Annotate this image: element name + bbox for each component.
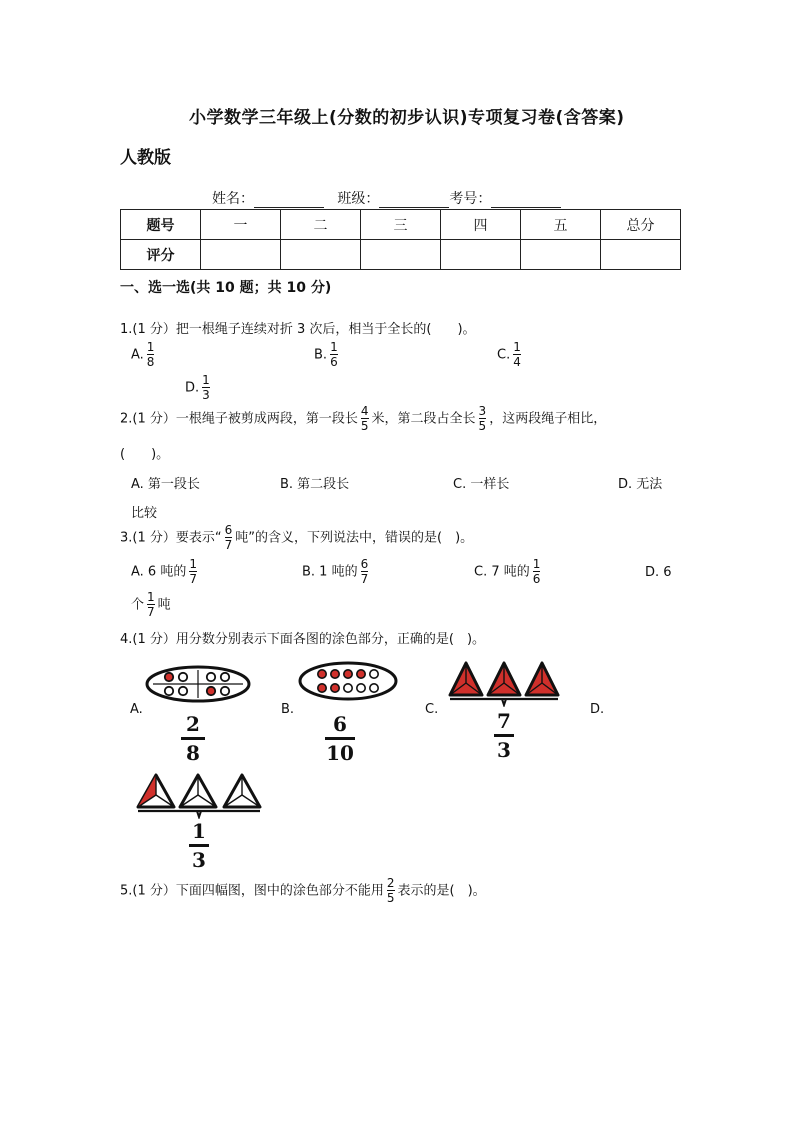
denominator: 7: [147, 605, 155, 619]
fraction: [202, 374, 210, 402]
denominator: 4: [513, 355, 521, 369]
q2-option-d-cont: 比较: [131, 506, 158, 521]
score-cell[interactable]: [281, 240, 361, 270]
fraction-bar: [325, 737, 355, 740]
fraction: [533, 558, 541, 586]
q2-option-b[interactable]: B. 第二段长: [280, 477, 350, 492]
triangle-figure-c: [446, 659, 564, 707]
oval-figure-a: [145, 664, 251, 704]
numerator: 6: [360, 557, 369, 571]
q3-option-d-cont: [131, 591, 171, 619]
denominator: 5: [386, 891, 395, 905]
class-field[interactable]: [379, 195, 449, 208]
q4-fraction-d: [189, 820, 209, 871]
question-2-stem-cont: ( )。: [120, 447, 170, 462]
name-label: 姓名：: [212, 191, 254, 207]
denominator: 10: [326, 741, 354, 765]
score-table-score-row: [121, 240, 681, 270]
numerator: 1: [146, 340, 155, 354]
q1-option-a[interactable]: [131, 341, 157, 369]
option-label: B. 1 吨的: [302, 564, 358, 580]
numerator: 1: [147, 590, 155, 604]
numerator: 3: [478, 404, 487, 418]
page-subtitle: 人教版: [120, 148, 171, 168]
table-cell: 五: [521, 210, 601, 240]
question-1-stem: 1.(1 分）把一根绳子连续对折 3 次后，相当于全长的( )。: [120, 322, 476, 337]
oval-figure-b: [298, 660, 398, 702]
section-heading: 一、选一选(共 10 题；共 10 分): [120, 280, 332, 296]
numerator: 6: [333, 712, 347, 736]
table-cell: 总分: [601, 210, 681, 240]
numerator: 2: [186, 712, 200, 736]
fraction: [387, 877, 395, 905]
q4-fraction-a: [181, 713, 205, 764]
denominator: 5: [360, 419, 369, 433]
score-cell[interactable]: [441, 240, 521, 270]
id-label: 考号：: [449, 191, 492, 207]
table-cell: 三: [361, 210, 441, 240]
numerator: 1: [192, 819, 206, 843]
q4-option-c-label[interactable]: C.: [425, 702, 439, 717]
numerator: 1: [330, 340, 338, 354]
fraction: [147, 591, 155, 619]
fraction: [361, 558, 369, 586]
numerator: 4: [360, 404, 369, 418]
score-table-header-row: [121, 210, 681, 240]
denominator: 3: [192, 848, 206, 872]
score-cell[interactable]: [601, 240, 681, 270]
stem-text: 表示的是( )。: [397, 883, 486, 899]
denominator: 5: [478, 419, 487, 433]
score-cell[interactable]: [361, 240, 441, 270]
fraction: [189, 558, 197, 586]
numerator: 1: [532, 557, 541, 571]
class-label: 班级：: [337, 191, 380, 207]
q1-option-b[interactable]: [314, 341, 341, 369]
triangle-figure-d: [134, 771, 270, 819]
stem-text: 吨: [157, 597, 171, 613]
q3-option-b[interactable]: [302, 558, 371, 586]
option-label: C. 7 吨的: [474, 564, 530, 580]
stem-text: 5.(1 分）下面四幅图，图中的涂色部分不能用: [120, 883, 384, 899]
score-cell[interactable]: [201, 240, 281, 270]
fraction-bar: [189, 844, 209, 847]
q3-option-d[interactable]: D. 6: [645, 565, 672, 580]
fraction: [513, 341, 521, 369]
fraction: [225, 524, 233, 552]
fraction: [147, 341, 155, 369]
q3-option-c[interactable]: [474, 558, 543, 586]
table-cell: 题号: [121, 210, 201, 240]
numerator: 7: [497, 709, 511, 733]
stem-text: 2.(1 分）一根绳子被剪成两段，第一段长: [120, 411, 358, 427]
option-label: B.: [314, 347, 328, 363]
q2-option-d[interactable]: D. 无法: [618, 477, 663, 492]
q3-option-a[interactable]: [131, 558, 200, 586]
numerator: 1: [513, 340, 521, 354]
q2-option-c[interactable]: C. 一样长: [453, 477, 510, 492]
denominator: 7: [189, 572, 197, 586]
fraction: [330, 341, 338, 369]
denominator: 7: [360, 572, 369, 586]
option-label: D.: [185, 380, 200, 396]
fraction-bar: [181, 737, 205, 740]
option-label: A.: [131, 347, 144, 363]
numerator: 6: [224, 523, 233, 537]
denominator: 8: [146, 355, 155, 369]
q1-option-d[interactable]: [185, 374, 213, 402]
table-cell: 二: [281, 210, 361, 240]
q4-option-a-label[interactable]: A.: [130, 702, 143, 717]
stem-text: 3.(1 分）要表示“: [120, 530, 222, 546]
info-line: [212, 188, 561, 208]
page-title: 小学数学三年级上(分数的初步认识)专项复习卷(含答案): [189, 108, 625, 128]
denominator: 6: [330, 355, 338, 369]
q4-fraction-b: [325, 713, 355, 764]
q4-fraction-c: [494, 710, 514, 761]
stem-text: 吨”的含义，下列说法中，错误的是( )。: [235, 530, 474, 546]
name-field[interactable]: [254, 195, 324, 208]
numerator: 1: [189, 557, 197, 571]
question-3-stem: [120, 524, 473, 552]
stem-text: 个: [131, 597, 145, 613]
table-cell: 一: [201, 210, 281, 240]
question-4-stem: 4.(1 分）用分数分别表示下面各图的涂色部分，正确的是( )。: [120, 632, 486, 647]
denominator: 8: [186, 741, 200, 765]
denominator: 7: [224, 538, 233, 552]
question-5-stem: [120, 877, 486, 905]
fraction: [361, 405, 369, 433]
q4-option-d-label[interactable]: D.: [590, 702, 605, 717]
question-2-stem: [120, 405, 606, 433]
table-cell: 四: [441, 210, 521, 240]
stem-text: ，这两段绳子相比，: [489, 411, 607, 427]
q4-option-b-label[interactable]: B.: [281, 702, 295, 717]
stem-text: 米，第二段占全长: [371, 411, 476, 427]
id-field[interactable]: [491, 195, 561, 208]
fraction: [479, 405, 487, 433]
q2-option-a[interactable]: A. 第一段长: [131, 477, 200, 492]
score-cell[interactable]: [521, 240, 601, 270]
denominator: 3: [497, 738, 511, 762]
denominator: 3: [202, 388, 210, 402]
numerator: 2: [386, 876, 395, 890]
fraction-bar: [494, 734, 514, 737]
denominator: 6: [532, 572, 541, 586]
option-label: C.: [497, 347, 511, 363]
q1-option-c[interactable]: [497, 341, 524, 369]
table-cell: 评分: [121, 240, 201, 270]
numerator: 1: [202, 373, 210, 387]
option-label: A. 6 吨的: [131, 564, 187, 580]
score-table: [120, 209, 681, 270]
